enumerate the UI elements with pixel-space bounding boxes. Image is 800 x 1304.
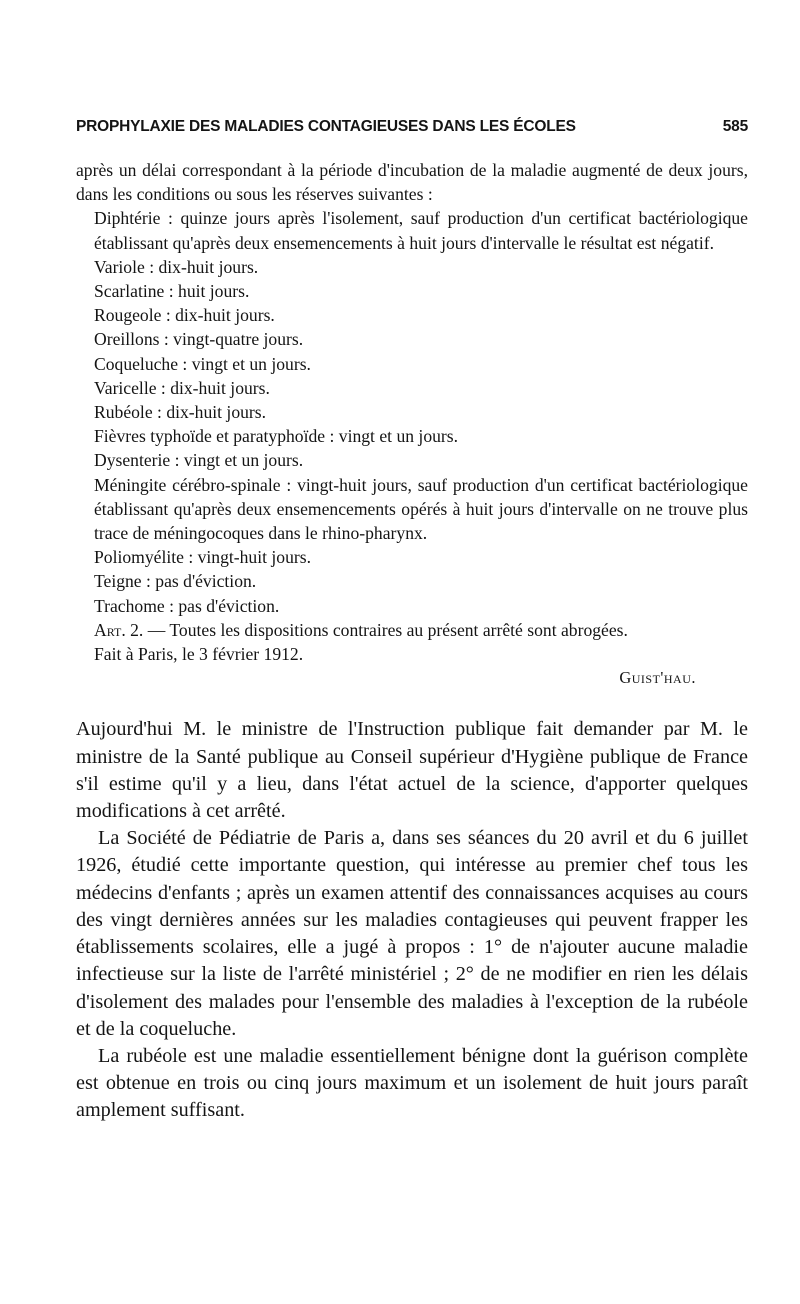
list-item: Variole : dix-huit jours.: [94, 256, 259, 277]
list-item: Poliomyélite : vingt-huit jours.: [94, 547, 311, 568]
list-item: Scarlatine : huit jours.: [94, 281, 250, 302]
commentary-paragraph: Aujourd'hui M. le ministre de l'Instruction publique fait demander par M. le ministre de la Santé publique au Conseil supérieur d'Hygiène publique de France s'il estime qu'il y a lieu, dans l'état actuel de la science, d'apporter quelques modifications à cet arrêté.: [76, 718, 748, 823]
list-item: Oreillons : vingt-quatre jours.: [94, 329, 304, 350]
commentary-paragraph: La Société de Pédiatrie de Paris a, dans ses séances du 20 avril et du 6 juillet 1926, étudié cette importante question, qui intéresse au premier chef tous les médecins d'enfants ; après un examen attentif des connaissances acquises au cours des vingt dernières années sur les maladies contagieuses qui peuvent frapper les établissements scolaires, elle a jugé à propos : 1° de n'ajouter aucune maladie infectieuse sur la liste de l'arrêté ministériel ; 2° de ne modifier en rien les délais d'isolement des malades pour l'ensemble des maladies à l'exception de la rubéole et de la coqueluche.: [76, 827, 748, 1040]
list-item: Coqueluche : vingt et un jours.: [94, 353, 311, 374]
running-head-title: PROPHYLAXIE DES MALADIES CONTAGIEUSES DANS LES ÉCOLES: [76, 118, 576, 135]
list-item: Rougeole : dix-huit jours.: [94, 305, 275, 326]
commentary-text: [76, 716, 748, 1124]
list-item: Fièvres typhoïde et paratyphoïde : vingt et un jours.: [94, 426, 459, 447]
signature: Guist'hau.: [619, 668, 696, 688]
decree-text: [76, 158, 748, 690]
list-item: Diphtérie : quinze jours après l'isolement, sauf production d'un certificat bactériologique établissant qu'après deux ensemencements à huit jours d'intervalle le résultat est négatif.: [94, 208, 748, 253]
decree-intro: après un délai correspondant à la période d'incubation de la maladie augmenté de deux jours, dans les conditions ou sous les réserves suivantes :: [76, 160, 748, 205]
list-item: Teigne : pas d'éviction.: [94, 571, 257, 592]
list-item: Méningite cérébro-spinale : vingt-huit jours, sauf production d'un certificat bactériologique établissant qu'après deux ensemencements opérés à huit jours d'intervalle on ne trouve plus trace de méningocoques dans le rhino-pharynx.: [94, 474, 748, 544]
list-item: Trachome : pas d'éviction.: [94, 595, 280, 616]
page-number: 585: [722, 118, 748, 135]
article-text: — Toutes les dispositions contraires au présent arrêté sont abrogées.: [147, 619, 628, 640]
date-line: Fait à Paris, le 3 février 1912.: [94, 644, 304, 665]
running-head: [76, 118, 748, 136]
page-content: [76, 118, 748, 1125]
commentary-paragraph: La rubéole est une maladie essentiellement bénigne dont la guérison complète est obtenue en trois ou cinq jours maximum et un isolement de huit jours paraît amplement suffisant.: [76, 1044, 748, 1122]
list-item: Rubéole : dix-huit jours.: [94, 402, 267, 423]
article-2: [76, 618, 748, 642]
article-label: Art. 2.: [94, 619, 144, 640]
list-item: Dysenterie : vingt et un jours.: [94, 450, 304, 471]
list-item: Varicelle : dix-huit jours.: [94, 377, 270, 398]
